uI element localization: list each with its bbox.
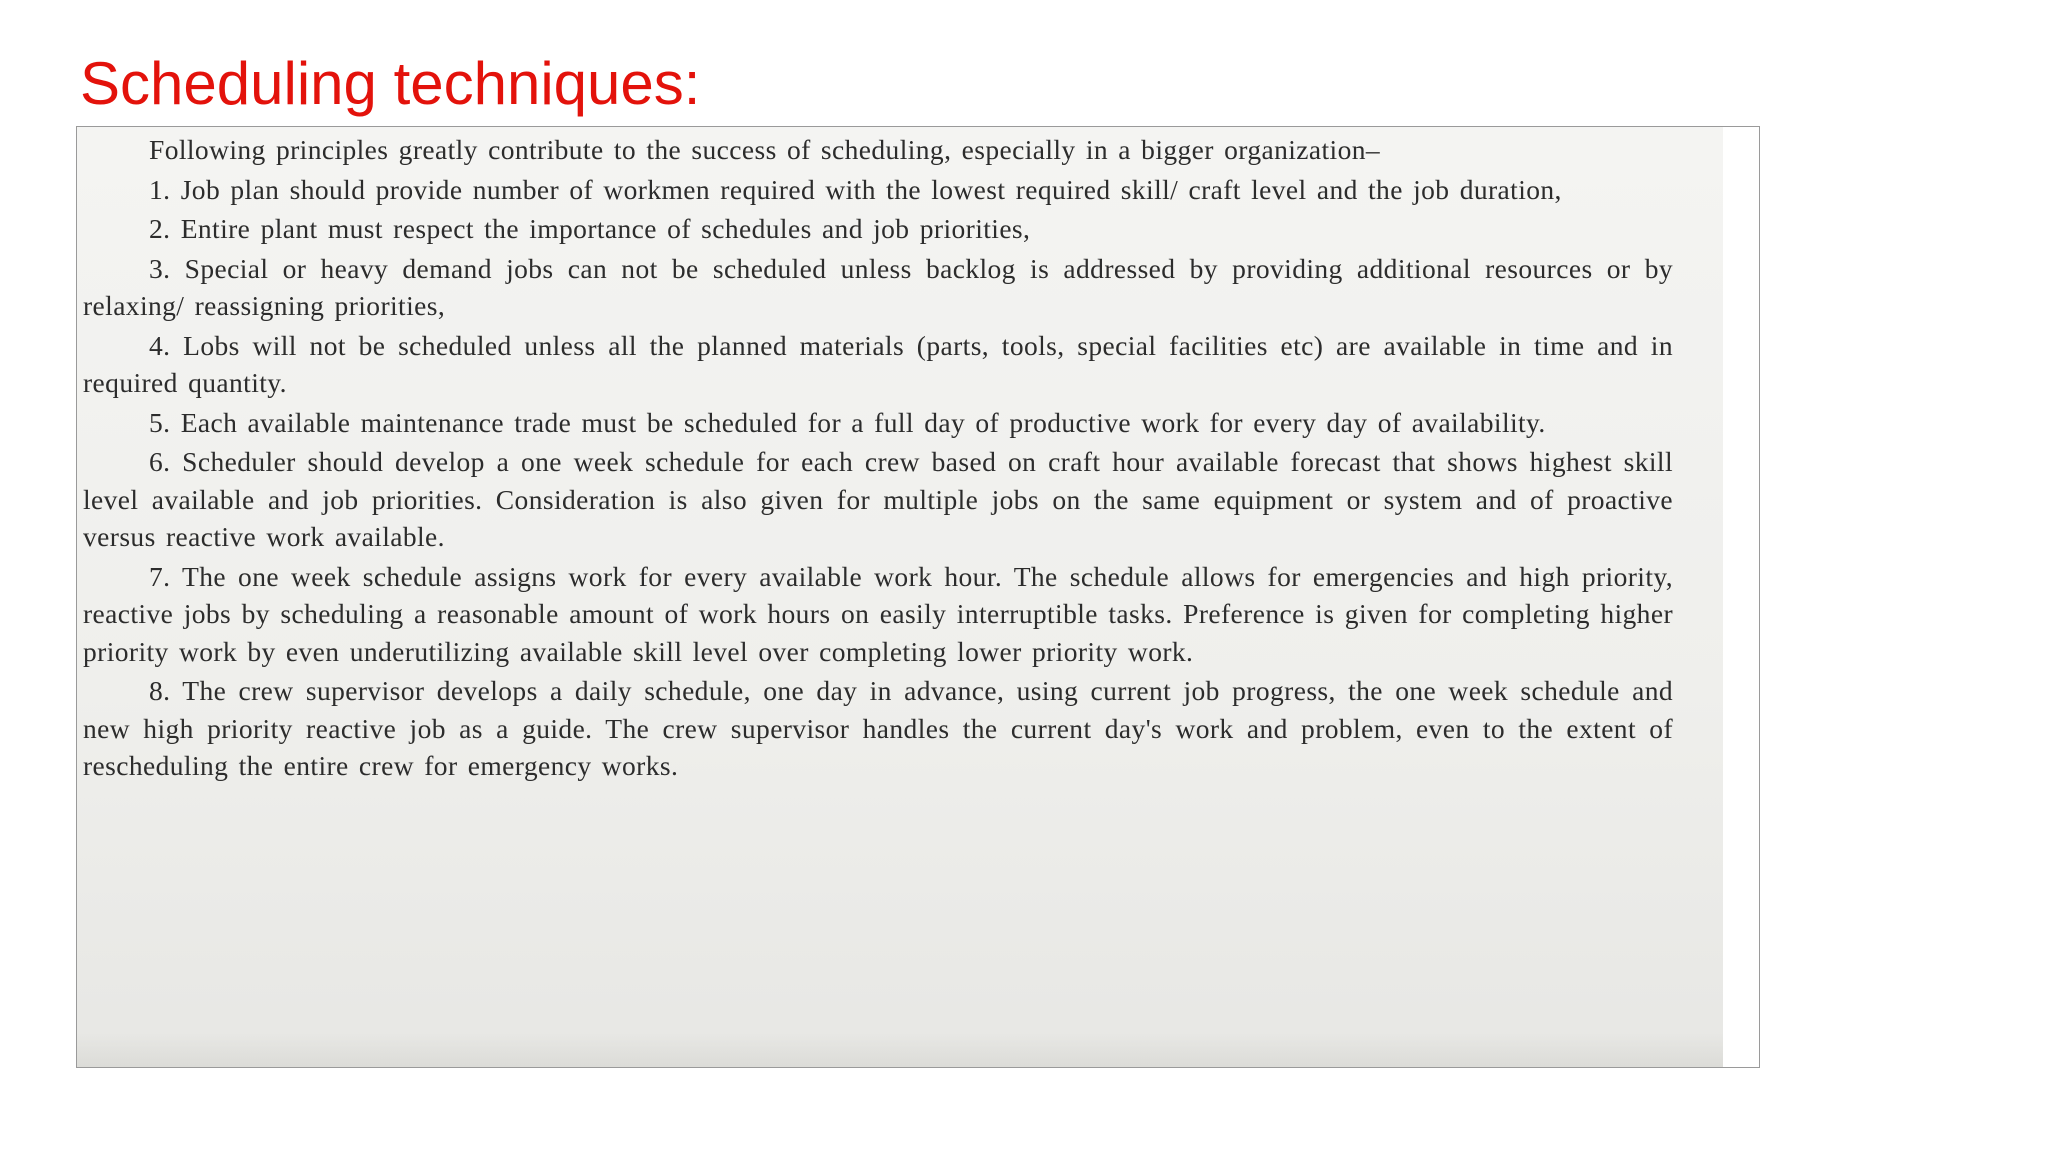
scanned-page-image	[76, 126, 1760, 1068]
scanned-text-block	[83, 131, 1673, 785]
principle-3: 3. Special or heavy demand jobs can not be scheduled unless backlog is addressed by providing additional resources or by relaxing/ reassigning priorities,	[83, 252, 1673, 321]
principle-8: 8. The crew supervisor develops a daily schedule, one day in advance, using current job progress, the one week schedule and new high priority reactive job as a guide. The crew supervisor handles the current day's work and problem, even to the extent of rescheduling the entire crew for emergency works.	[83, 675, 1673, 781]
principle-4: 4. Lobs will not be scheduled unless all the planned materials (parts, tools, special facilities etc) are available in time and in required quantity.	[83, 329, 1673, 398]
principle-6: 6. Scheduler should develop a one week schedule for each crew based on craft hour available forecast that shows highest skill level available and job priorities. Consideration is also given for multiple jobs on the same equipment or system and of proactive versus reactive work available.	[83, 446, 1673, 552]
principle-1: 1. Job plan should provide number of workmen required with the lowest required skill/ craft level and the job duration,	[149, 173, 1562, 205]
scan-shadow	[77, 1033, 1723, 1067]
principle-7: 7. The one week schedule assigns work for every available work hour. The schedule allows for emergencies and high priority, reactive jobs by scheduling a reasonable amount of work hours on easily interruptible tasks. Preference is given for completing higher priority work by even underutilizing available skill level over completing lower priority work.	[83, 560, 1673, 667]
scan-margin	[1723, 127, 1760, 1067]
principle-2: 2. Entire plant must respect the importance of schedules and job priorities,	[149, 213, 1031, 244]
intro-paragraph: Following principles greatly contribute to the success of scheduling, especially in a bigger organization–	[149, 134, 1381, 165]
principle-5: 5. Each available maintenance trade must be scheduled for a full day of productive work for every day of availability.	[149, 406, 1546, 438]
slide-title: Scheduling techniques:	[80, 50, 701, 117]
